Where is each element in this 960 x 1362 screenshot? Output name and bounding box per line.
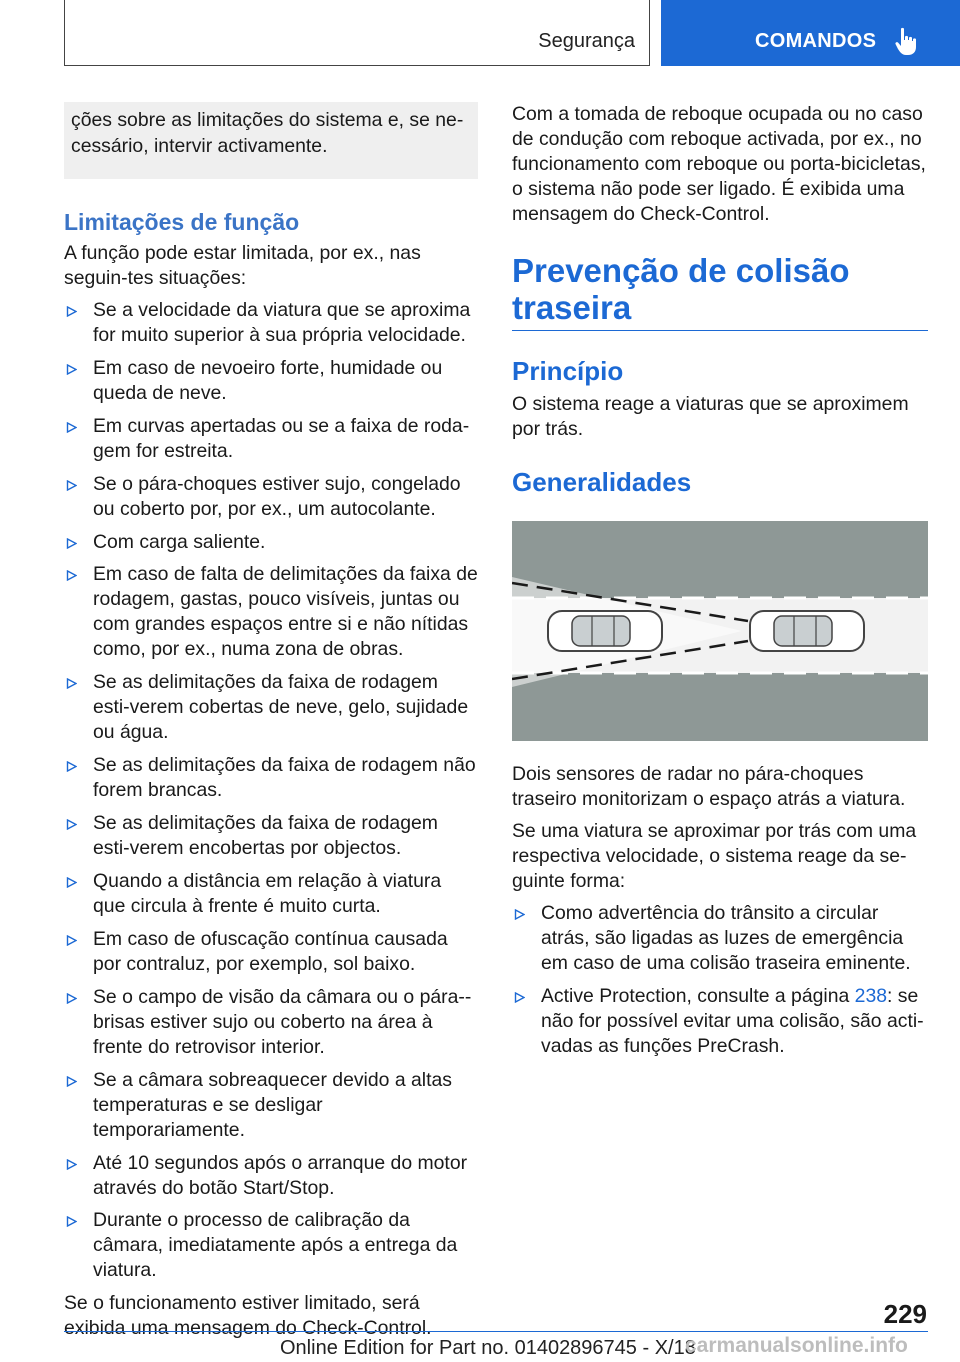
triangle-bullet-icon	[66, 993, 77, 1004]
list-item-text: Quando a distância em relação à viatura que circula à frente é muito curta.	[93, 870, 442, 918]
own-car-icon	[750, 611, 864, 651]
list-item	[64, 298, 478, 348]
left-column	[64, 102, 478, 1348]
figure-caption-1: Dois sensores de radar no pára-choques traseiro monitorizam o espaço atrás a viatura.	[512, 763, 906, 810]
chapter-title: COMANDOS	[755, 30, 877, 52]
list-item	[64, 670, 478, 745]
list-item-text: Se as delimitações da faixa de rodagem esti-verem encobertas por objectos.	[93, 812, 438, 860]
list-item	[512, 984, 928, 1059]
rear-radar-illustration	[512, 521, 928, 741]
list-item-text: Até 10 segundos após o arranque do motor através do botão Start/Stop.	[93, 1151, 468, 1199]
list-item	[64, 811, 478, 861]
triangle-bullet-icon	[66, 306, 77, 317]
rear-collision-heading: Prevenção de colisão traseira	[512, 252, 928, 331]
note-text: ções sobre as limitações do sistema e, se ne-cessário, intervir activamente.	[71, 109, 464, 157]
triangle-bullet-icon	[66, 935, 77, 946]
list-item	[64, 1068, 478, 1143]
section-title: Segurança	[538, 30, 635, 52]
triangle-bullet-icon	[66, 364, 77, 375]
list-item-text-after-link: : se não for possível evitar uma colisão, são acti-vadas as funções PreCrash.	[541, 984, 924, 1057]
triangle-bullet-icon	[66, 877, 77, 888]
list-item	[64, 414, 478, 464]
list-item-text: Se o campo de visão da câmara ou o pára--brisas estiver sujo ou coberto na área à frente do retrovisor interior.	[93, 985, 472, 1058]
figure-caption-2: Se uma viatura se aproximar por trás com uma respectiva velocidade, o sistema reage da se-guinte forma:	[512, 820, 917, 892]
triangle-bullet-icon	[66, 761, 77, 772]
triangle-bullet-icon	[514, 909, 525, 920]
page-reference-link[interactable]: 238	[854, 984, 888, 1007]
reaction-list	[512, 901, 928, 1059]
triangle-bullet-icon	[66, 538, 77, 549]
triangle-bullet-icon	[66, 422, 77, 433]
list-item-text: Se as delimitações da faixa de rodagem esti-verem cobertas de neve, gelo, sujidade ou água.	[93, 671, 469, 744]
triangle-bullet-icon	[66, 480, 77, 491]
list-item	[64, 927, 478, 977]
approaching-car-icon	[548, 611, 662, 651]
limitations-closing: Se o funcionamento estiver limitado, será exibida uma mensagem do Check-Control.	[64, 1292, 432, 1340]
list-item	[64, 530, 478, 555]
list-item	[64, 1151, 478, 1201]
trailer-paragraph: Com a tomada de reboque ocupada ou no caso de condução com reboque activada, por ex., no funcionamento com reboque ou porta-bicicletas, o sistema não pode ser ligado. É exibida uma mensagem do Check-Control.	[512, 103, 926, 225]
watermark: carmanualsonline.info	[685, 1334, 908, 1357]
list-item-text: Durante o processo de calibração da câmara, imediatamente após a entrega da viatura.	[93, 1209, 458, 1282]
list-item-text: Em caso de falta de delimitações da faixa de rodagem, gastas, pouco visíveis, juntas ou com grandes espaços entre si e não nítidas como, por ex., numa zona de obras.	[93, 563, 478, 661]
edition-text: Online Edition for Part no. 01402896745 - X/18	[280, 1337, 696, 1359]
list-item	[64, 985, 478, 1060]
triangle-bullet-icon	[66, 1076, 77, 1087]
triangle-bullet-icon	[66, 1216, 77, 1227]
triangle-bullet-icon	[66, 678, 77, 689]
list-item	[64, 1208, 478, 1283]
list-item-text: Como advertência do trânsito a circular atrás, são ligadas as luzes de emergência em caso de uma colisão traseira eminente.	[541, 902, 911, 974]
list-item-text: Se as delimitações da faixa de rodagem não forem brancas.	[93, 754, 476, 802]
list-item-text: Se a câmara sobreaquecer devido a altas temperaturas e se desligar temporariamente.	[93, 1068, 452, 1141]
principle-text: O sistema reage a viaturas que se aproximem por trás.	[512, 393, 909, 440]
footer-divider	[64, 1331, 928, 1332]
list-item-text: Se o pára-choques estiver sujo, congelado ou coberto por, por ex., um autocolante.	[93, 472, 461, 520]
chapter-tab	[661, 0, 960, 66]
triangle-bullet-icon	[66, 570, 77, 581]
list-item-text: Se a velocidade da viatura que se aproxima for muito superior à sua própria velocidade.	[93, 299, 471, 346]
continued-note-box	[64, 102, 478, 179]
pointing-hand-icon	[895, 27, 921, 57]
principle-heading: Princípio	[512, 356, 624, 386]
triangle-bullet-icon	[66, 1159, 77, 1170]
triangle-bullet-icon	[66, 819, 77, 830]
function-limitations-heading: Limitações de função	[64, 209, 300, 235]
list-item-text: Em curvas apertadas ou se a faixa de roda-gem for estreita.	[93, 414, 470, 462]
right-column	[512, 102, 928, 1067]
list-item-text: Com carga saliente.	[93, 530, 266, 553]
list-item-text-before-link: Active Protection, consulte a página	[541, 984, 855, 1007]
list-item	[64, 562, 478, 662]
page-number: 229	[883, 1299, 927, 1329]
list-item	[64, 753, 478, 803]
list-item-text: Em caso de ofuscação contínua causada por contraluz, por exemplo, sol baixo.	[93, 927, 448, 975]
running-header	[64, 0, 650, 66]
general-heading: Generalidades	[512, 467, 692, 497]
triangle-bullet-icon	[514, 992, 525, 1003]
list-item-text: Em caso de nevoeiro forte, humidade ou queda de neve.	[93, 356, 443, 404]
list-item	[512, 901, 928, 976]
limitations-intro: A função pode estar limitada, por ex., nas seguin-tes situações:	[64, 242, 421, 289]
list-item	[64, 472, 478, 522]
list-item	[64, 356, 478, 406]
list-item	[64, 869, 478, 919]
limitations-list	[64, 298, 478, 1283]
